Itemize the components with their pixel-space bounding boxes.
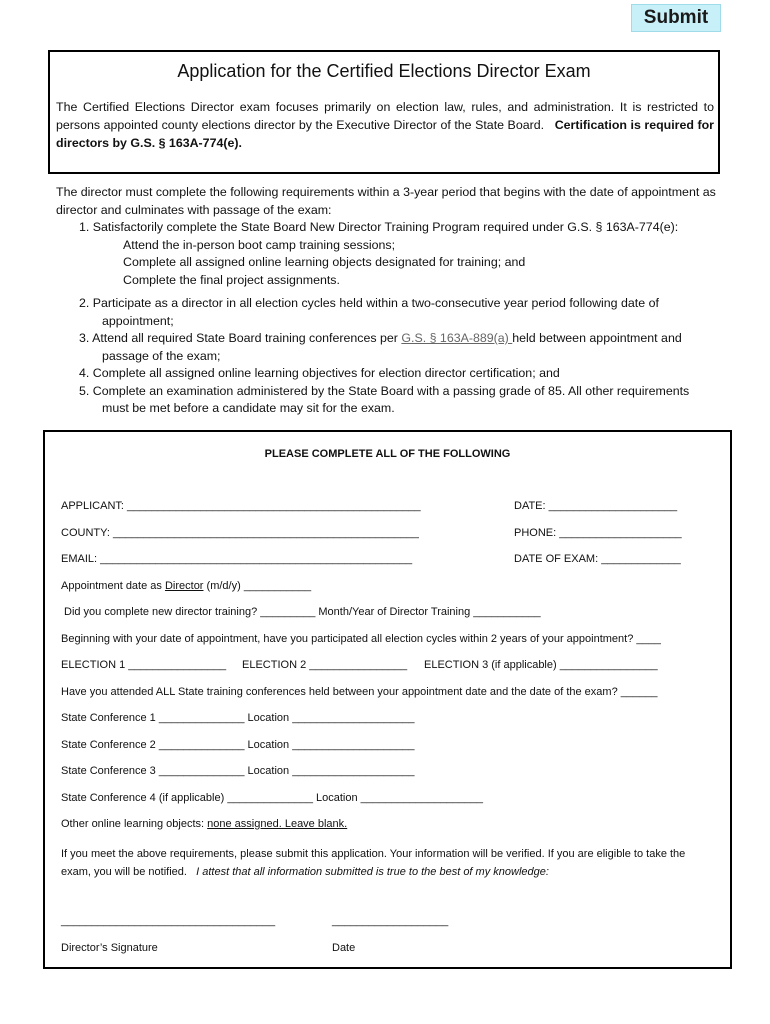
conferences-question-field[interactable]: Have you attended ALL State training conferences held between your appointment date and the date of the exam? ______ — [61, 686, 658, 698]
applicant-field[interactable]: APPLICANT: ________________________________________________ — [61, 500, 421, 512]
requirement-item-3 — [56, 330, 716, 365]
requirement-item-2: 2. Participate as a director in all election cycles held within a two-consecutive year period following date of appointment; — [79, 296, 659, 328]
conference-1-field[interactable]: State Conference 1 ______________ Location ____________________ — [61, 712, 415, 724]
election-cycles-field[interactable]: Beginning with your date of appointment, have you participated all election cycles within 2 years of your appointment? ____ — [61, 633, 661, 645]
requirement-item-1: 1. Satisfactorily complete the State Board New Director Training Program required under G.S. § 163A-774(e): — [79, 220, 679, 234]
requirement-item-5: 5. Complete an examination administered by the State Board with a passing grade of 85. All other requirements must be met before a candidate may sit for the exam. — [79, 383, 690, 415]
intro-text: The Certified Elections Director exam focuses primarily on election law, rules, and administration. It is restricted to persons appointed county elections director by the Executive Director of the State Board. — [56, 100, 714, 132]
statute-link[interactable]: G.S. § 163A-889(a) — [401, 331, 513, 345]
requirement-item-3-pre: 3. Attend all required State Board training conferences per — [79, 331, 402, 345]
form-heading: PLEASE COMPLETE ALL OF THE FOLLOWING — [264, 448, 511, 460]
requirement-sub-1: Attend the in-person boot camp training sessions; — [123, 237, 396, 252]
appointment-blank: (m/d/y) ___________ — [203, 580, 312, 592]
closing-text: If you meet the above requirements, please submit this application. Your information will be verified. If you are eligible to take the exam, you will be notified. — [61, 848, 686, 878]
requirement-item-3-post: held between appointment and passage of the exam; — [102, 331, 682, 363]
attest-text: I attest that all information submitted is true to the best of my knowledge: — [196, 866, 549, 878]
date-field[interactable]: DATE: _____________________ — [514, 500, 678, 512]
election-1-field[interactable]: ELECTION 1 ________________ — [61, 659, 227, 671]
appointment-director-word: Director — [164, 580, 204, 592]
intro-bold-text: Certification is required for directors by G.S. § 163A-774(e). — [56, 118, 715, 150]
signature-date-line[interactable]: ___________________ — [332, 915, 449, 927]
county-field[interactable]: COUNTY: __________________________________________________ — [61, 527, 419, 539]
header-box — [48, 50, 720, 174]
conference-4-field[interactable]: State Conference 4 (if applicable) ______________ Location ____________________ — [61, 792, 484, 804]
page-title: Application for the Certified Elections Director Exam — [177, 61, 591, 81]
requirement-sub-2: Complete all assigned online learning objects designated for training; and — [123, 255, 526, 269]
conference-2-field[interactable]: State Conference 2 ______________ Location ____________________ — [61, 739, 415, 751]
training-field[interactable]: Did you complete new director training? _________ Month/Year of Director Training ___________ — [64, 606, 541, 618]
requirements-section — [56, 184, 716, 418]
election-2-field[interactable]: ELECTION 2 ________________ — [242, 659, 408, 671]
intro-paragraph — [56, 98, 714, 152]
signature-line[interactable]: ___________________________________ — [61, 915, 276, 927]
submit-button[interactable]: Submit — [631, 4, 721, 32]
conference-3-field[interactable]: State Conference 3 ______________ Location ____________________ — [61, 765, 415, 777]
signature-date-label: Date — [332, 942, 356, 954]
online-learning-value: none assigned. Leave blank. — [207, 818, 348, 830]
election-3-field[interactable]: ELECTION 3 (if applicable) ________________ — [424, 659, 658, 671]
signature-label: Director’s Signature — [61, 942, 158, 954]
email-field[interactable]: EMAIL: ___________________________________________________ — [61, 553, 413, 565]
appointment-date-field[interactable] — [61, 580, 311, 592]
requirement-item-4: 4. Complete all assigned online learning objectives for election director certification; and — [79, 366, 560, 380]
online-learning-label: Other online learning objects: — [61, 818, 208, 830]
exam-date-field[interactable]: DATE OF EXAM: _____________ — [514, 553, 681, 565]
online-learning-field — [61, 818, 347, 830]
application-form — [43, 430, 732, 969]
appointment-label: Appointment date as — [61, 580, 165, 592]
closing-paragraph — [61, 845, 701, 881]
requirement-sub-3: Complete the final project assignments. — [123, 272, 340, 287]
phone-field[interactable]: PHONE: ____________________ — [514, 527, 682, 539]
requirements-lead: The director must complete the following requirements within a 3-year period that begins with the date of appointment as director and culminates with passage of the exam: — [56, 185, 716, 217]
